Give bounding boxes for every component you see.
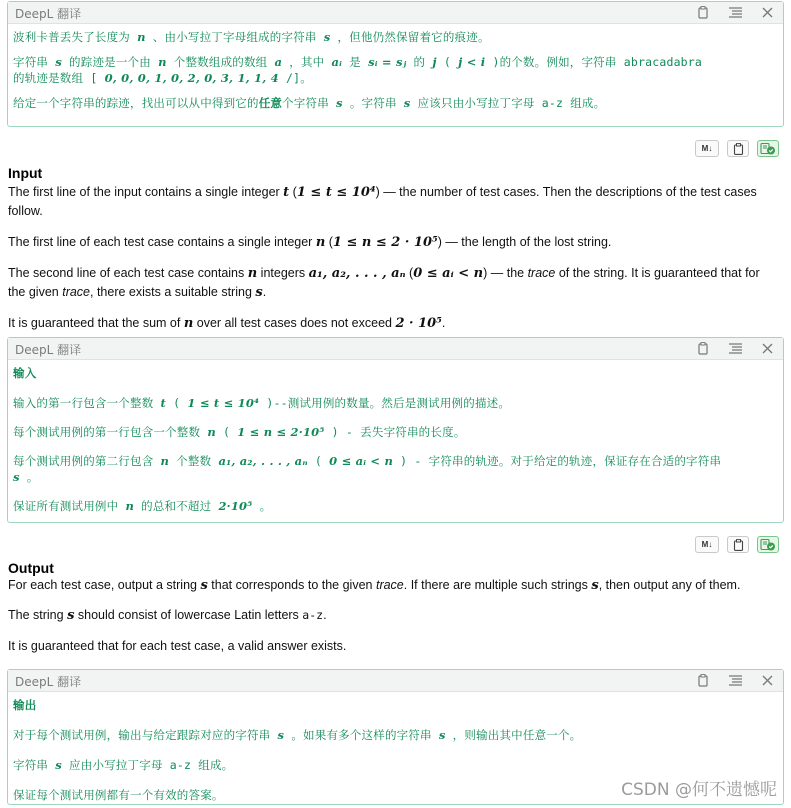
translation-box-input xyxy=(7,337,784,523)
translation-content xyxy=(8,360,783,516)
copy-icon[interactable] xyxy=(695,4,711,20)
close-icon[interactable] xyxy=(759,672,775,688)
input-paragraph: The second line of each test case contains n integers a₁, a₂, . . . , aₙ (0 ≤ aᵢ < n) — the trace of the string. It is guaranteed that for the given trace, there exists a suitable string s. xyxy=(8,266,760,300)
translated-paragraph: 每个测试用例的第一行包含一个整数 n ( 1 ≤ n ≤ 2·10⁵ ) - 丢失字符串的长度。 xyxy=(13,425,466,439)
translated-paragraph: 保证每个测试用例都有一个有效的答案。 xyxy=(13,788,224,802)
deepl-brand: DeepL 翻译 xyxy=(15,343,82,357)
input-paragraph: It is guaranteed that the sum of n over all test cases does not exceed 2 · 10⁵. xyxy=(8,316,446,331)
markdown-button[interactable] xyxy=(695,536,719,553)
output-paragraph: It is guaranteed that for each test case, a valid answer exists. xyxy=(8,639,347,653)
translated-paragraph: 保证所有测试用例中 n 的总和不超过 2·10⁵ 。 xyxy=(13,499,272,513)
translation-header xyxy=(8,338,783,360)
copy-icon[interactable] xyxy=(695,672,711,688)
copy-icon[interactable] xyxy=(695,340,711,356)
translated-paragraph: 字符串 s 应由小写拉丁字母 a-z 组成。 xyxy=(13,758,234,772)
translated-paragraph: 对于每个测试用例，输出与给定跟踪对应的字符串 s 。如果有多个这样的字符串 s ，则输出其中任意一个。 xyxy=(13,728,582,742)
input-paragraph: The first line of the input contains a single integer t (1 ≤ t ≤ 10⁴) — the number of test cases. Then the descriptions of the test cases follow. xyxy=(8,185,757,218)
translated-title: 输出 xyxy=(13,698,37,712)
markdown-icon: M↓ xyxy=(701,144,713,153)
markdown-button[interactable] xyxy=(695,140,719,157)
translation-header xyxy=(8,670,783,692)
translated-paragraph: 每个测试用例的第二行包含 n 个整数 a₁, a₂, . . . , aₙ ( 0 ≤ aᵢ < n ) - 字符串的轨迹。对于给定的轨迹，保证存在合适的字符串 s 。 xyxy=(13,454,722,484)
translation-header xyxy=(8,2,783,24)
copy-translation-button[interactable] xyxy=(757,140,779,157)
input-heading: Input xyxy=(8,165,43,181)
check-copy-icon xyxy=(760,142,776,155)
translation-toolbar xyxy=(695,140,779,157)
translated-paragraph: 输入的第一行包含一个整数 t ( 1 ≤ t ≤ 10⁴ )--测试用例的数量。然后是测试用例的描述。 xyxy=(13,396,511,410)
clipboard-icon xyxy=(733,539,744,551)
clipboard-button[interactable] xyxy=(727,140,749,157)
translation-box-statement xyxy=(7,1,784,127)
menu-lines-icon[interactable] xyxy=(727,4,743,20)
csdn-watermark: CSDN @何不遗憾呢 xyxy=(621,780,777,800)
menu-lines-icon[interactable] xyxy=(727,340,743,356)
output-paragraph: The string s should consist of lowercase Latin letters a-z. xyxy=(8,608,327,623)
translated-title: 输入 xyxy=(13,366,37,380)
translated-paragraph: 给定一个字符串的踪迹，找出可以从中得到它的任意个字符串 s 。字符串 s 应该只由小写拉丁字母 a-z 组成。 xyxy=(13,96,606,110)
translation-toolbar xyxy=(695,536,779,553)
translation-content xyxy=(8,24,783,113)
clipboard-icon xyxy=(733,143,744,155)
translated-paragraph: 波利卡普丢失了长度为 n 、由小写拉丁字母组成的字符串 s ，但他仍然保留着它的痕迹。 xyxy=(13,30,490,44)
input-paragraph: The first line of each test case contains a single integer n (1 ≤ n ≤ 2 · 10⁵) — the length of the lost string. xyxy=(8,235,612,250)
translated-paragraph: 字符串 s 的踪迹是一个由 n 个整数组成的数组 a ，其中 aᵢ 是 sᵢ = sⱼ 的 j ( j < i )的个数。例如，字符串 abracadabra 的轨迹是数组 [ 0, 0, 0, 1, 0, 2, 0, 3, 1, 1, 4 /]。 xyxy=(13,55,703,85)
deepl-brand: DeepL 翻译 xyxy=(15,7,82,21)
check-copy-icon xyxy=(760,538,776,551)
close-icon[interactable] xyxy=(759,340,775,356)
menu-lines-icon[interactable] xyxy=(727,672,743,688)
copy-translation-button[interactable] xyxy=(757,536,779,553)
deepl-brand: DeepL 翻译 xyxy=(15,675,82,689)
output-heading: Output xyxy=(8,560,54,576)
close-icon[interactable] xyxy=(759,4,775,20)
output-paragraph: For each test case, output a string s that corresponds to the given trace. If there are multiple such strings s, then output any of them. xyxy=(8,578,741,593)
markdown-icon: M↓ xyxy=(701,540,713,549)
clipboard-button[interactable] xyxy=(727,536,749,553)
